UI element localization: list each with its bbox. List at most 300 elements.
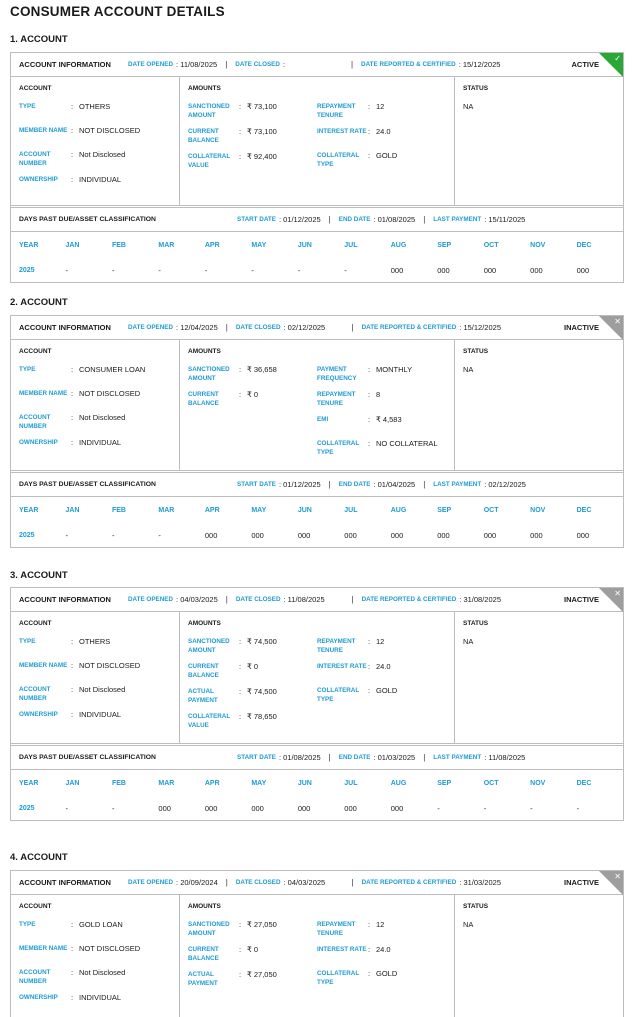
amount-field	[188, 970, 317, 988]
date-reported-value: : 15/12/2025	[458, 60, 501, 69]
month-header: OCT	[483, 779, 499, 787]
amount-field-colon: :	[368, 365, 371, 374]
account-info-title: ACCOUNT INFORMATION	[19, 323, 111, 332]
amount-field	[317, 686, 446, 704]
month-header: AUG	[390, 779, 407, 787]
amounts-column-heading: AMOUNTS	[188, 348, 221, 355]
check-icon: ✓	[614, 54, 621, 63]
date-reported-label: DATE REPORTED & CERTIFIED	[361, 596, 457, 603]
account-body	[11, 612, 623, 744]
end-date-value: : 01/03/2025	[373, 753, 416, 762]
month-value: -	[251, 265, 254, 275]
date-closed-label: DATE CLOSED	[235, 61, 280, 68]
month-header: OCT	[483, 241, 499, 249]
account-number-field-value: Not Disclosed	[79, 968, 126, 977]
account-info-row	[11, 871, 623, 895]
amounts-right	[317, 102, 446, 177]
account-body	[11, 895, 623, 1017]
account-info-title: ACCOUNT INFORMATION	[19, 878, 111, 887]
account-body	[11, 340, 623, 471]
month-header: DEC	[576, 241, 592, 249]
date-closed-value: : 02/12/2025	[283, 323, 326, 332]
date-opened-value: : 04/03/2025	[176, 595, 218, 604]
account-info-row	[11, 53, 623, 77]
month-header: SEP	[437, 506, 452, 514]
member-name-field-colon: :	[71, 389, 74, 398]
month-header: APR	[204, 241, 220, 249]
month-value: 000	[576, 530, 590, 540]
date-opened-label: DATE OPENED	[128, 879, 174, 886]
account-section-title: 4. ACCOUNT	[10, 852, 68, 863]
account-card	[10, 315, 624, 548]
dpd-title: DAYS PAST DUE/ASSET CLASSIFICATION	[19, 754, 156, 761]
type-field	[19, 102, 171, 119]
month-header: JAN	[65, 241, 80, 249]
amount-field-value: 12	[376, 637, 385, 646]
month-value: 000	[437, 530, 450, 540]
account-number-field	[19, 968, 171, 986]
ownership-field-value: INDIVIDUAL	[79, 175, 122, 184]
amount-field-value: ₹ 0	[247, 662, 259, 671]
date-opened-value: : 20/09/2024	[176, 878, 218, 887]
ownership-field-colon: :	[71, 710, 74, 719]
date-closed-label: DATE CLOSED	[235, 879, 281, 886]
member-name-field-colon: :	[71, 944, 74, 953]
amount-field	[188, 102, 317, 120]
amount-field	[317, 637, 446, 655]
amount-field-value: ₹ 73,100	[247, 127, 277, 136]
amount-field-value: 24.0	[376, 127, 391, 136]
ownership-field	[19, 438, 171, 455]
amount-field-label: SANCTIONED AMOUNT	[188, 921, 230, 937]
status-badge: ACTIVE	[571, 60, 599, 69]
month-value: -	[297, 265, 301, 275]
date-closed-value: : 04/03/2025	[283, 878, 326, 887]
type-field-label: TYPE	[19, 638, 36, 645]
type-field	[19, 920, 171, 937]
ownership-field-label: OWNERSHIP	[19, 994, 58, 1001]
amount-field-colon: :	[239, 365, 242, 374]
account-body	[11, 77, 623, 206]
amount-field-label: COLLATERAL VALUE	[188, 153, 231, 169]
account-number-field-value: Not Disclosed	[79, 150, 126, 159]
separator: |	[328, 215, 331, 224]
account-column	[11, 895, 180, 1017]
amount-field-label: COLLATERAL TYPE	[317, 152, 360, 168]
amounts-left	[188, 637, 317, 737]
account-number-field-colon: :	[71, 150, 74, 159]
start-date-label: START DATE	[237, 481, 276, 488]
amount-field-label: CURRENT BALANCE	[188, 391, 219, 407]
amount-field-colon: :	[368, 390, 371, 399]
type-field-colon: :	[71, 365, 74, 374]
month-header: JAN	[65, 779, 80, 787]
ownership-field	[19, 175, 171, 192]
months-header	[11, 497, 623, 523]
type-field-colon: :	[71, 920, 74, 929]
amount-field-colon: :	[239, 920, 242, 929]
year-value: 2025	[19, 266, 35, 274]
amount-field-value: 24.0	[376, 662, 391, 671]
month-value: -	[530, 803, 533, 813]
month-header: JUL	[344, 506, 358, 514]
account-number-field-colon: :	[71, 685, 74, 694]
amounts-left	[188, 365, 317, 464]
amount-field-label: SANCTIONED AMOUNT	[188, 638, 230, 654]
amount-field-value: GOLD	[376, 686, 398, 695]
amount-field-value: 12	[376, 920, 385, 929]
month-value: 000	[344, 530, 357, 540]
date-closed-value: :	[282, 60, 286, 69]
date-reported-label: DATE REPORTED & CERTIFIED	[361, 61, 456, 68]
amount-field	[188, 152, 317, 170]
amount-field-value: ₹ 27,050	[247, 970, 277, 979]
account-column-heading: ACCOUNT	[19, 348, 52, 355]
account-column	[11, 77, 180, 205]
separator: |	[225, 878, 228, 887]
amount-field-label: REPAYMENT TENURE	[317, 638, 356, 654]
separator: |	[423, 215, 426, 224]
account-section-title: 2. ACCOUNT	[10, 297, 68, 308]
amount-field	[317, 151, 446, 169]
type-field-value: GOLD LOAN	[79, 920, 123, 929]
date-closed-label: DATE CLOSED	[235, 324, 281, 331]
ownership-field-colon: :	[71, 438, 74, 447]
amount-field-value: ₹ 0	[247, 390, 259, 399]
amounts-grid	[188, 102, 446, 177]
member-name-field-value: NOT DISCLOSED	[79, 661, 141, 670]
date-opened-label: DATE OPENED	[128, 324, 174, 331]
account-number-field-colon: :	[71, 413, 74, 422]
status-value: NA	[463, 365, 474, 374]
month-value: -	[158, 530, 161, 540]
status-column	[455, 340, 623, 470]
start-date-value: : 01/12/2025	[278, 480, 321, 489]
amount-field	[317, 662, 446, 679]
amount-field-value: ₹ 36,658	[247, 365, 277, 374]
month-value: 000	[297, 803, 311, 813]
amount-field-colon: :	[368, 945, 371, 954]
amount-field-label: CURRENT BALANCE	[188, 946, 219, 962]
amount-field-value: ₹ 92,400	[247, 152, 277, 161]
amounts-grid	[188, 637, 446, 737]
status-value: NA	[463, 637, 474, 646]
type-field-label: TYPE	[19, 921, 36, 928]
dpd-row	[11, 745, 623, 770]
amount-field-value: ₹ 74,500	[247, 637, 277, 646]
amount-field-label: REPAYMENT TENURE	[317, 103, 356, 119]
amount-field-value: MONTHLY	[376, 365, 413, 374]
year-header: YEAR	[19, 779, 39, 787]
amounts-right	[317, 365, 446, 464]
status-column	[455, 895, 623, 1017]
amount-field-value: ₹ 27,050	[247, 920, 277, 929]
ownership-field-value: INDIVIDUAL	[79, 710, 122, 719]
amount-field	[317, 365, 446, 383]
amounts-column-heading: AMOUNTS	[188, 903, 221, 910]
last-payment-label: LAST PAYMENT	[433, 216, 482, 223]
month-header: JUL	[344, 779, 358, 787]
amounts-column	[180, 340, 455, 470]
month-header: MAR	[158, 779, 175, 787]
amount-field-colon: :	[239, 152, 242, 161]
amount-field-colon: :	[368, 686, 371, 695]
amount-field-colon: :	[239, 637, 242, 646]
month-header: JAN	[65, 506, 80, 514]
month-value: 000	[204, 803, 218, 813]
member-name-field-value: NOT DISCLOSED	[79, 944, 141, 953]
amount-field-label: ACTUAL PAYMENT	[188, 971, 218, 987]
amount-field-colon: :	[239, 390, 242, 399]
status-value: NA	[463, 102, 474, 111]
amount-field-label: COLLATERAL TYPE	[317, 687, 360, 703]
member-name-field-colon: :	[71, 661, 74, 670]
month-header: SEP	[437, 241, 452, 249]
month-value: 000	[204, 530, 218, 540]
amount-field-label: EMI	[317, 416, 329, 423]
amount-field-value: GOLD	[376, 969, 398, 978]
amount-field-label: COLLATERAL TYPE	[317, 440, 360, 456]
amount-field	[188, 687, 317, 705]
amount-field-label: COLLATERAL VALUE	[188, 713, 231, 729]
year-value: 2025	[19, 531, 35, 539]
month-value: -	[204, 265, 208, 275]
amounts-column-heading: AMOUNTS	[188, 85, 221, 92]
date-opened-label: DATE OPENED	[128, 61, 174, 68]
month-header: SEP	[437, 779, 452, 787]
month-header: FEB	[111, 241, 126, 249]
month-header: MAY	[251, 506, 267, 514]
account-number-field	[19, 150, 171, 168]
amount-field	[188, 127, 317, 145]
amount-field-colon: :	[239, 127, 242, 136]
start-date-label: START DATE	[237, 754, 276, 761]
month-value: -	[111, 803, 115, 813]
amount-field-label: INTEREST RATE	[317, 946, 367, 953]
separator: |	[328, 480, 331, 489]
months-values-row	[11, 796, 623, 820]
ownership-field	[19, 993, 171, 1010]
amount-field	[317, 127, 446, 144]
account-number-field	[19, 685, 171, 703]
month-header: JUL	[344, 241, 358, 249]
end-date-value: : 01/08/2025	[373, 215, 416, 224]
account-column-heading: ACCOUNT	[19, 903, 52, 910]
month-header: NOV	[530, 506, 546, 514]
dpd-title: DAYS PAST DUE/ASSET CLASSIFICATION	[19, 481, 156, 488]
year-header: YEAR	[19, 506, 39, 514]
ownership-field-value: INDIVIDUAL	[79, 438, 122, 447]
status-column-heading: STATUS	[463, 348, 489, 355]
amount-field	[188, 637, 317, 655]
separator: |	[350, 60, 354, 69]
amount-field-value: ₹ 78,650	[247, 712, 277, 721]
amount-field-colon: :	[368, 439, 371, 448]
date-opened-value: : 12/04/2025	[176, 323, 218, 332]
amount-field-colon: :	[239, 945, 242, 954]
member-name-field	[19, 944, 171, 961]
amount-field	[317, 945, 446, 962]
ownership-field-label: OWNERSHIP	[19, 711, 58, 718]
date-reported-label: DATE REPORTED & CERTIFIED	[361, 879, 457, 886]
month-header: APR	[204, 506, 220, 514]
month-header: AUG	[390, 506, 407, 514]
start-date-value: : 01/08/2025	[278, 753, 321, 762]
separator: |	[423, 753, 426, 762]
month-header: APR	[204, 779, 220, 787]
month-value: 000	[344, 803, 357, 813]
account-number-field-label: ACCOUNT NUMBER	[19, 151, 51, 167]
amount-field-value: ₹ 4,583	[376, 415, 402, 424]
amounts-grid	[188, 365, 446, 464]
type-field-value: OTHERS	[79, 637, 111, 646]
month-value: -	[111, 530, 115, 540]
month-value: 000	[158, 803, 171, 813]
status-badge: INACTIVE	[563, 595, 599, 604]
account-info-row	[11, 316, 623, 340]
amount-field	[188, 712, 317, 730]
account-number-field	[19, 413, 171, 431]
member-name-field-value: NOT DISCLOSED	[79, 389, 141, 398]
separator: |	[351, 878, 354, 887]
months-values-row	[11, 258, 623, 282]
amount-field-label: INTEREST RATE	[317, 128, 367, 135]
amount-field-colon: :	[368, 151, 371, 160]
last-payment-label: LAST PAYMENT	[433, 481, 482, 488]
month-value: 000	[390, 803, 404, 813]
account-number-field-label: ACCOUNT NUMBER	[19, 686, 51, 702]
amount-field	[188, 365, 317, 383]
date-closed-value: : 11/08/2025	[283, 595, 325, 604]
account-column	[11, 612, 180, 743]
amount-field-label: SANCTIONED AMOUNT	[188, 366, 230, 382]
type-field-label: TYPE	[19, 103, 36, 110]
amount-field-colon: :	[368, 637, 371, 646]
ownership-field-value: INDIVIDUAL	[79, 993, 122, 1002]
amount-field	[317, 920, 446, 938]
type-field	[19, 365, 171, 382]
amount-field-colon: :	[239, 687, 242, 696]
amount-field-value: GOLD	[376, 151, 398, 160]
member-name-field-colon: :	[71, 126, 74, 135]
month-value: -	[344, 265, 347, 275]
member-name-field-label: MEMBER NAME	[19, 662, 68, 669]
month-value: 000	[437, 265, 450, 275]
status-badge: INACTIVE	[563, 878, 599, 887]
amount-field-label: REPAYMENT TENURE	[317, 391, 356, 407]
month-header: NOV	[530, 241, 546, 249]
amount-field	[188, 920, 317, 938]
month-header: JUN	[297, 779, 312, 787]
amount-field	[317, 415, 446, 432]
month-header: MAY	[251, 779, 267, 787]
start-date-value: : 01/12/2025	[278, 215, 321, 224]
status-column	[455, 77, 623, 205]
month-header: MAR	[158, 506, 175, 514]
amount-field-label: INTEREST RATE	[317, 663, 367, 670]
month-header: OCT	[483, 506, 499, 514]
last-payment-label: LAST PAYMENT	[433, 754, 482, 761]
status-column	[455, 612, 623, 743]
month-value: 000	[297, 530, 311, 540]
date-reported-value: : 15/12/2025	[459, 323, 501, 332]
amount-field	[188, 390, 317, 408]
month-value: 000	[251, 803, 264, 813]
amounts-column	[180, 895, 455, 1017]
month-header: MAY	[251, 241, 267, 249]
month-value: -	[158, 265, 161, 275]
account-number-field-label: ACCOUNT NUMBER	[19, 969, 51, 985]
account-info-title: ACCOUNT INFORMATION	[19, 60, 111, 69]
amount-field-value: 24.0	[376, 945, 391, 954]
close-icon: ✕	[614, 589, 621, 598]
amounts-column-heading: AMOUNTS	[188, 620, 221, 627]
months-header	[11, 232, 623, 258]
month-header: MAR	[158, 241, 175, 249]
amount-field-colon: :	[368, 102, 371, 111]
ownership-field-colon: :	[71, 993, 74, 1002]
status-value: NA	[463, 920, 474, 929]
amount-field-label: ACTUAL PAYMENT	[188, 688, 218, 704]
dpd-row	[11, 207, 623, 232]
end-date-label: END DATE	[338, 216, 371, 223]
status-column-heading: STATUS	[463, 903, 489, 910]
amount-field-value: 8	[376, 390, 381, 399]
month-value: -	[576, 803, 580, 813]
amount-field-colon: :	[239, 970, 242, 979]
separator: |	[328, 753, 331, 762]
status-column-heading: STATUS	[463, 620, 489, 627]
month-value: -	[65, 803, 68, 813]
page-title: CONSUMER ACCOUNT DETAILS	[10, 4, 225, 19]
month-header: DEC	[576, 506, 592, 514]
type-field	[19, 637, 171, 654]
account-column-heading: ACCOUNT	[19, 85, 52, 92]
member-name-field-label: MEMBER NAME	[19, 127, 68, 134]
month-header: JUN	[297, 241, 312, 249]
date-opened-label: DATE OPENED	[128, 596, 174, 603]
month-value: 000	[530, 265, 543, 275]
month-value: 000	[576, 265, 590, 275]
last-payment-value: : 02/12/2025	[484, 480, 526, 489]
type-field-label: TYPE	[19, 366, 36, 373]
month-header: FEB	[111, 506, 126, 514]
amount-field-label: SANCTIONED AMOUNT	[188, 103, 230, 119]
account-number-field-label: ACCOUNT NUMBER	[19, 414, 51, 430]
member-name-field-label: MEMBER NAME	[19, 945, 68, 952]
amount-field-value: 12	[376, 102, 385, 111]
amount-field-label: CURRENT BALANCE	[188, 663, 219, 679]
end-date-label: END DATE	[338, 481, 371, 488]
start-date-label: START DATE	[237, 216, 276, 223]
amounts-column	[180, 77, 455, 205]
account-card	[10, 52, 624, 283]
amount-field-value: ₹ 74,500	[247, 687, 277, 696]
amount-field	[317, 969, 446, 987]
separator: |	[423, 480, 426, 489]
month-value: 000	[390, 265, 404, 275]
member-name-field-value: NOT DISCLOSED	[79, 126, 141, 135]
account-card	[10, 870, 624, 1017]
amounts-grid	[188, 920, 446, 995]
account-info-row	[11, 588, 623, 612]
month-value: -	[483, 803, 487, 813]
last-payment-value: : 15/11/2025	[484, 215, 526, 224]
amount-field	[317, 102, 446, 120]
months-values-row	[11, 523, 623, 547]
amount-field-colon: :	[368, 415, 371, 424]
month-value: 000	[530, 530, 543, 540]
